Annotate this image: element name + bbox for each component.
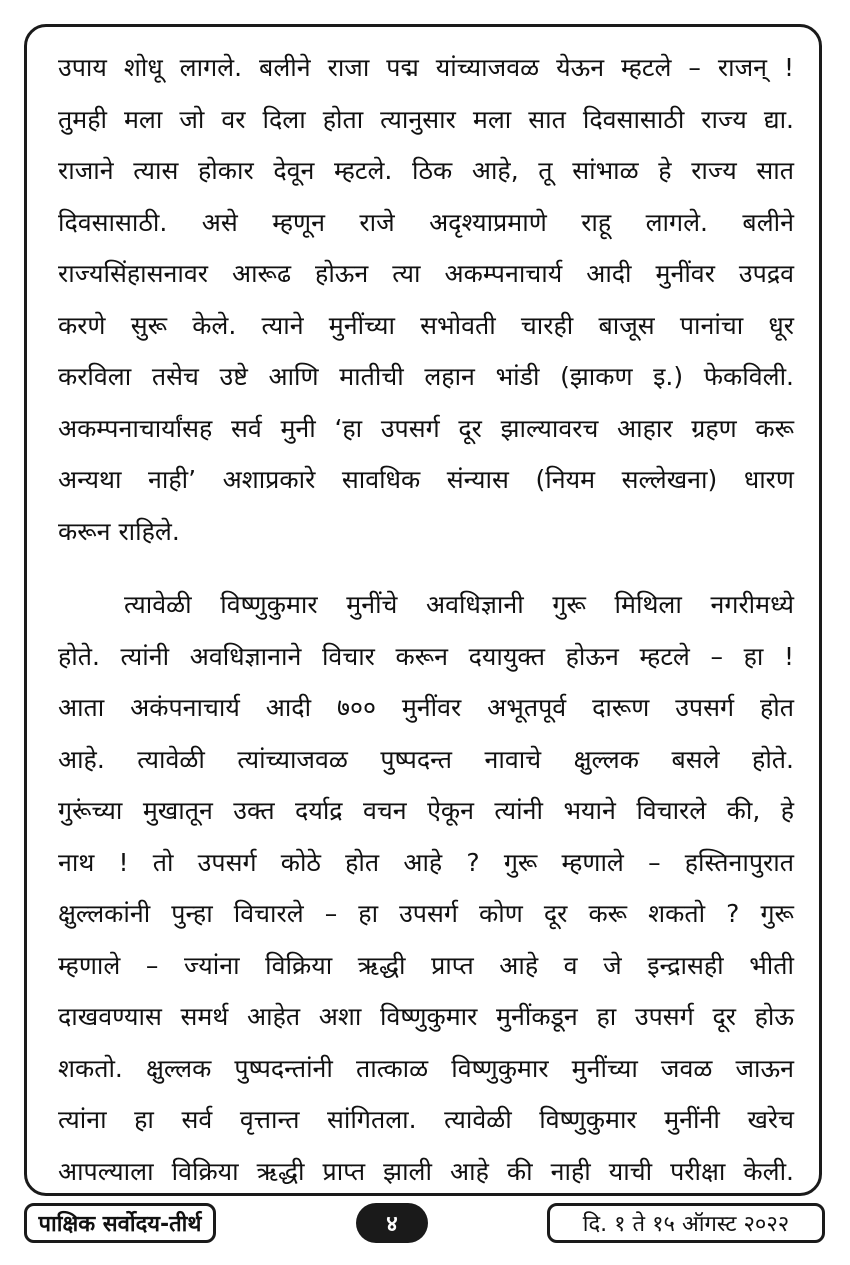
- text-line: शकतो. क्षुल्लक पुष्पदन्तांनी तात्काळ विष्णुकुमार मुनींच्या जवळ जाऊन: [58, 1053, 794, 1083]
- text-line: राज्यसिंहासनावर आरूढ होऊन त्या अकम्पनाचार्य आदी मुनींवर उपद्रव: [58, 259, 794, 288]
- footer-publication-name: पाक्षिक सर्वोदय-तीर्थ: [24, 1203, 216, 1243]
- text-line: क्षुल्लकांनी पुन्हा विचारले – हा उपसर्ग कोण दूर करू शकतो ? गुरू: [58, 899, 794, 928]
- paragraph-spacer: [58, 557, 794, 579]
- text-line: त्यांना हा सर्व वृत्तान्त सांगितला. त्यावेळी विष्णुकुमार मुनींनी खरेच: [58, 1105, 794, 1134]
- text-line: करून राहिले.: [58, 516, 180, 546]
- text-line: त्यावेळी विष्णुकुमार मुनींचे अवधिज्ञानी गुरू मिथिला नगरीमध्ये: [124, 590, 794, 619]
- text-line: आहे. त्यावेळी त्यांच्याजवळ पुष्पदन्त नावाचे क्षुल्लक बसले होते.: [58, 744, 794, 774]
- text-line: दिवसासाठी. असे म्हणून राजे अदृश्याप्रमाणे राहू लागले. बलीने: [58, 207, 794, 237]
- footer-issue-date: दि. १ ते १५ ऑगस्ट २०२२: [547, 1203, 825, 1243]
- text-line: होते. त्यांनी अवधिज्ञानाने विचार करून दयायुक्त होऊन म्हटले – हा !: [58, 641, 794, 671]
- text-line: करविला तसेच उष्टे आणि मातीची लहान भांडी (झाकण इ.) फेकविली.: [58, 362, 794, 391]
- text-line: नाथ ! तो उपसर्ग कोठे होत आहे ? गुरू म्हणाले – हस्तिनापुरात: [58, 847, 794, 877]
- text-line: तुमही मला जो वर दिला होता त्यानुसार मला सात दिवसासाठी राज्य द्या.: [58, 104, 794, 134]
- text-line: म्हणाले – ज्यांना विक्रिया ऋद्धी प्राप्त आहे व जे इन्द्रासही भीती: [58, 950, 794, 980]
- text-line: गुरूंच्या मुखातून उक्त दर्याद्र वचन ऐकून त्यांनी भयाने विचारले की, हे: [58, 796, 794, 825]
- text-line: आपल्याला विक्रिया ऋद्धी प्राप्त झाली आहे की नाही याची परीक्षा केली.: [58, 1156, 794, 1186]
- text-line: दाखवण्यास समर्थ आहेत अशा विष्णुकुमार मुनींकडून हा उपसर्ग दूर होऊ: [58, 1002, 794, 1031]
- paragraph-1: [58, 42, 794, 557]
- text-line: करणे सुरू केले. त्याने मुनींच्या सभोवती चारही बाजूस पानांचा धूर: [58, 310, 794, 340]
- page-number-badge: ४: [356, 1203, 428, 1243]
- text-line: आता अकंपनाचार्य आदी ७०० मुनींवर अभूतपूर्व दारूण उपसर्ग होत: [58, 693, 794, 722]
- text-line: अकम्पनाचार्यांसह सर्व मुनी ‘हा उपसर्ग दूर झाल्यावरच आहार ग्रहण करू: [58, 413, 794, 443]
- text-line: उपाय शोधू लागले. बलीने राजा पद्म यांच्याजवळ येऊन म्हटले – राजन् !: [58, 53, 794, 82]
- body-text: [58, 42, 794, 1197]
- text-line: राजाने त्यास होकार देवून म्हटले. ठिक आहे, तू सांभाळ हे राज्य सात: [58, 156, 794, 185]
- text-line: अन्यथा नाही’ अशाप्रकारे सावधिक संन्यास (नियम सल्लेखना) धारण: [58, 465, 794, 494]
- paragraph-2: [58, 579, 794, 1197]
